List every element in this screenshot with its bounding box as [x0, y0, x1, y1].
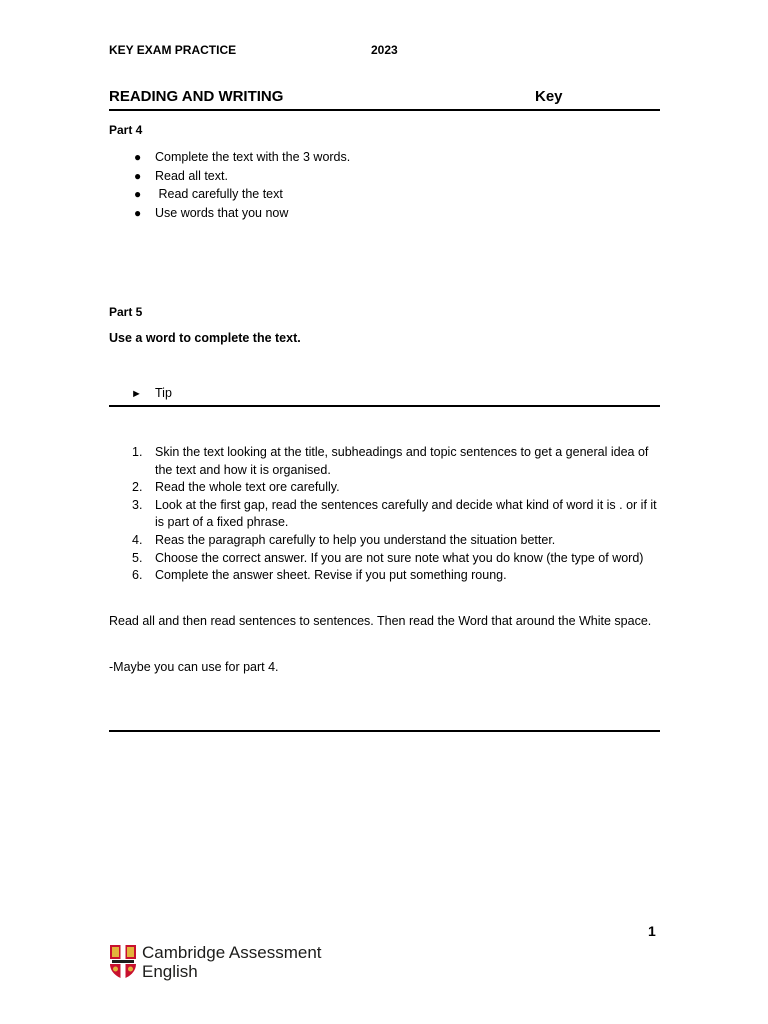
- cambridge-shield-icon: [109, 944, 137, 980]
- bullet-icon: ●: [134, 187, 142, 201]
- page-number: 1: [648, 923, 656, 939]
- tip-divider: [109, 405, 660, 407]
- tip-heading: [131, 386, 172, 400]
- list-item: 3. Look at the first gap, read the sentences carefully and decide what kind of word it is . or if it is part of a fixed phrase.: [132, 497, 657, 530]
- logo-line-1: Cambridge Assessment: [142, 943, 322, 962]
- exam-year: 2023: [371, 43, 398, 57]
- part5-paragraph-2: -Maybe you can use for part 4.: [109, 660, 279, 674]
- bullet-icon: ●: [134, 168, 142, 183]
- exam-title: KEY EXAM PRACTICE: [109, 43, 237, 57]
- bullet-icon: ●: [134, 205, 142, 220]
- part5-steps-list: [109, 444, 664, 585]
- list-item: ● Read all text.: [109, 167, 350, 186]
- title-divider: [109, 109, 660, 111]
- arrow-right-icon: ►: [131, 388, 142, 400]
- list-item: ● Use words that you now: [109, 204, 350, 223]
- tip-label: Tip: [155, 386, 172, 400]
- list-item: ● Complete the text with the 3 words.: [109, 148, 350, 167]
- list-item: 5. Choose the correct answer. If you are not sure note what you do know (the type of word): [132, 550, 644, 565]
- logo-line-2: English: [142, 962, 198, 981]
- list-item: 6. Complete the answer sheet. Revise if you put something roung.: [132, 568, 507, 583]
- cambridge-logo: [109, 943, 339, 983]
- list-item: 4. Reas the paragraph carefully to help you understand the situation better.: [132, 532, 556, 547]
- bottom-divider: [109, 730, 660, 732]
- part4-label: Part 4: [109, 123, 143, 137]
- part5-label: Part 5: [109, 305, 143, 319]
- list-item: ● Read carefully the text: [109, 185, 350, 204]
- part5-instruction: Use a word to complete the text.: [109, 331, 301, 345]
- part5-paragraph-1: Read all and then read sentences to sentences. Then read the Word that around the White space.: [109, 614, 652, 628]
- list-item: 1. Skin the text looking at the title, subheadings and topic sentences to get a general idea of the text and how it is organised.: [132, 445, 649, 477]
- part4-bullet-list: [109, 148, 350, 222]
- bullet-icon: ●: [134, 150, 142, 164]
- list-item: 2. Read the whole text ore carefully.: [132, 480, 340, 495]
- key-label: Key: [535, 88, 563, 105]
- section-title: READING AND WRITING: [109, 88, 284, 105]
